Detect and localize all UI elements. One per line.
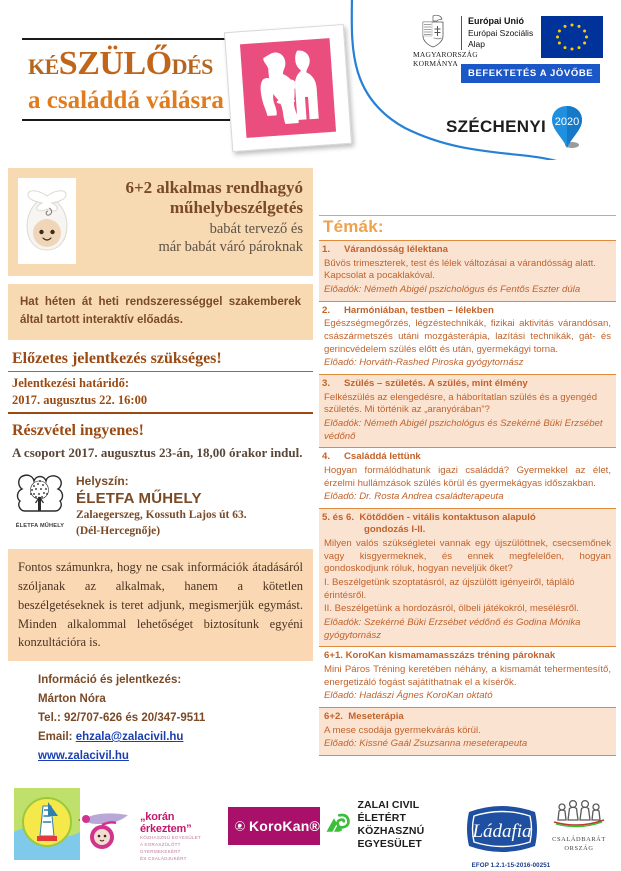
deadline-value: 2017. augusztus 22. 16:00 xyxy=(12,392,148,407)
deadline-label: Jelentkezési határidő: xyxy=(12,375,129,390)
note-paragraph: Fontos számunkra, hogy ne csak információk átadásáról szóljanak az alkalmak, hanem a kötetlen beszélgetéseknek is teret adjunk, megismerjük egymást. Minden alkalommal lehetőséget biztosítunk egyéni konzultációra is. xyxy=(8,549,313,661)
topic-body-1: Bűvös trimeszterek, test és lélek változásai a várandósság alatt. Kapcsolat a pocaklakóval. xyxy=(324,257,596,282)
ehzala-logo xyxy=(14,788,80,860)
topic-title-5 xyxy=(322,511,611,525)
topic-title-2: 2. Harmóniában, testben – lélekben xyxy=(322,304,494,316)
venue-address: Zalaegerszeg, Kossuth Lajos út 63. xyxy=(76,509,247,522)
topic-name-6: KoroKan kismamamasszázs tréning pároknak xyxy=(345,650,556,662)
topic-item-1 xyxy=(319,240,616,301)
topic-item-5 xyxy=(319,508,616,647)
eu-logo-row xyxy=(461,16,603,58)
topic-presenter-3: Előadók: Németh Abigél pszichológus és Szekérné Büki Erzsébet védőnő xyxy=(324,417,603,442)
topic-number-6: 6+1. xyxy=(324,650,343,662)
topic-number-7: 6+2. xyxy=(324,711,343,722)
intro-paragraph: Hat héten át heti rendszerességgel szakemberek által tartott interaktív előadás. xyxy=(8,284,313,340)
topic-body-5: Milyen valós szükségletei vannak egy újszülöttnek, csecsemőnek vagy kisgyermeknek, és ennek megfelelően, hogyan gondoskodjunk róluk, hogyan neveljük őket? xyxy=(324,538,611,575)
topic-title-3: 3. Szülés – születés. A szülés, mint élmény xyxy=(322,377,528,389)
topic-name-2: Harmóniában, testben – lélekben xyxy=(344,304,494,316)
topic-item-3 xyxy=(319,374,616,447)
stork-baby-icon xyxy=(78,806,138,850)
eu-fund-text xyxy=(461,16,533,50)
topic-presenter-6: Előadó: Hadászi Ágnes KoroKan oktató xyxy=(324,690,493,702)
family-figures-icon xyxy=(548,798,610,828)
project-code: EFOP 1.2.1-15-2016-00251 xyxy=(471,862,551,869)
eu-logo-group xyxy=(461,16,603,83)
eu-line1: Európai Unió xyxy=(468,16,524,26)
eu-flag-icon xyxy=(541,16,603,58)
topic-body-5b: I. Beszélgetünk szoptatásról, az újszülött igényeiről, tápláló érintésről. xyxy=(324,577,575,601)
topic-presenter-1: Előadók: Németh Abigél pszichológus és Fentős Eszter dúla xyxy=(324,283,581,295)
csaladbarat-line2: ORSZÁG xyxy=(564,845,594,853)
topic-subtitle-5: gondozás I-II. xyxy=(364,524,426,536)
topic-presenter-7: Előadó: Kissné Gaál Zsuzsanna meseterapeuta xyxy=(324,738,528,750)
venue-name: ÉLETFA MŰHELY xyxy=(76,489,202,507)
venue-label: Helyszín: xyxy=(76,473,129,488)
swaddled-baby-image xyxy=(18,178,76,264)
topic-name-1: Várandósság lélektana xyxy=(344,244,448,255)
headline-line3: babát tervező és xyxy=(209,221,303,238)
contact-email-link[interactable]: ehzala@zalacivil.hu xyxy=(75,730,184,743)
pregnancy-photo xyxy=(234,34,343,143)
topic-body-4: Hogyan formálódhatunk igazi családdá? Gyermekkel az élet, érzelmi hullámzások szülés körül és gyermekágyas időszakban. xyxy=(324,464,611,489)
headline-line1: 6+2 alkalmas rendhagyó xyxy=(125,178,303,197)
szechenyi-2020-logo xyxy=(446,104,586,150)
koran-erkeztem-logo xyxy=(78,804,213,861)
topic-body-3: Felkészülés az elengedésre, a háborítatlan szülés és a gyengéd születés. Mi történik az „aranyórában”? xyxy=(324,391,598,416)
zalai-civil-logo xyxy=(325,798,458,851)
headline-line4: már babát váró pároknak xyxy=(158,239,303,256)
koran-erkeztem-name: „korán érkeztem” xyxy=(140,811,192,835)
topic-body-2: Egészségmegőrzés, légzéstechnikák, fizikai aktivitás várandósan, császármetszés utáni mozgásterápia, lazítási technikák, gát- és gerincvédelem szülés előtt és után, gyermekágyi torna. xyxy=(324,318,611,355)
contact-heading: Információ és jelentkezés: xyxy=(38,674,182,687)
title-emphasis: SZÜLŐ xyxy=(58,45,172,82)
title-rule-bottom xyxy=(22,119,260,121)
szechenyi-word: SZÉCHENYI xyxy=(446,117,546,136)
topic-title-6 xyxy=(324,650,611,663)
venue-district: (Dél-Hercegnője) xyxy=(76,524,161,537)
csaladbarat-line1: CSALÁDBARÁT xyxy=(552,836,606,843)
gov-caption xyxy=(413,50,478,69)
ladafia-emblem-icon xyxy=(463,798,541,860)
venue-text xyxy=(76,473,313,540)
topic-name-4: Családdá lettünk xyxy=(344,451,421,463)
korokan-wordmark: KoroKan® xyxy=(248,818,320,834)
topic-presenter-5: Előadók: Szekérné Büki Erzsébet védőnő és Godina Mónika gyógytornász xyxy=(324,617,581,641)
topic-title-7 xyxy=(324,711,611,724)
contact-name: Márton Nóra xyxy=(38,693,106,705)
lighthouse-logo-icon xyxy=(14,788,80,860)
topic-number-5: 5. és 6. xyxy=(322,511,355,523)
headline-text xyxy=(86,178,303,256)
investment-slogan-badge: BEFEKTETÉS A JÖVŐBE xyxy=(461,64,600,83)
topic-name-5: Kötődően - vitális kontaktuson alapuló xyxy=(359,511,536,523)
svg-text:Ládafia: Ládafia xyxy=(472,821,532,842)
topic-body-6: Mini Páros Tréning keretében néhány, a kismamát tehermentesítő, energetizáló fogást sajátíthatnak el a kísérők. xyxy=(324,664,611,688)
gov-caption-line1: MAGYARORSZÁG xyxy=(413,50,478,59)
korokan-emblem-icon xyxy=(235,814,245,838)
registration-required-heading: Előzetes jelentkezés szükséges! xyxy=(12,349,222,367)
ladafia-logo xyxy=(463,798,541,860)
eletfa-muhely-logo xyxy=(12,473,68,529)
szechenyi-pin-icon xyxy=(548,104,586,150)
csaladbarat-caption xyxy=(548,835,610,854)
korokan-logo xyxy=(228,807,320,845)
topic-title-4: 4. Családdá lettünk xyxy=(322,451,421,463)
koran-erkeztem-sub2: A KORASZÜLÖTT GYERMEKEKÉRT xyxy=(140,841,181,854)
topics-bottom-rule xyxy=(319,755,616,756)
deadline-box xyxy=(8,371,313,415)
zalai-civil-emblem-icon xyxy=(325,808,350,842)
poster-body xyxy=(0,160,621,775)
topics-column xyxy=(319,215,616,756)
contact-phone: Tel.: 92/707-626 és 20/347-9511 xyxy=(38,711,206,724)
start-info: A csoport 2017. augusztus 23-án, 18,00 órakor indul. xyxy=(12,445,303,461)
koran-erkeztem-sub3: ÉS CSALÁDJUKÉRT xyxy=(140,855,187,861)
tree-of-life-icon xyxy=(14,473,66,517)
footer-logo-bar xyxy=(0,778,621,871)
baby-bundle-icon xyxy=(18,178,76,264)
topic-name-7: Meseterápia xyxy=(348,711,404,722)
headline-line2: műhelybeszélgetés xyxy=(169,198,303,218)
eu-funding-block xyxy=(413,14,603,83)
topic-body-7: A mese csodája gyermekvárás körül. xyxy=(324,724,481,736)
eu-line3: Alap xyxy=(468,38,486,49)
contact-email-row xyxy=(38,728,313,747)
poster-header xyxy=(0,0,621,160)
topic-item-7 xyxy=(319,707,616,755)
pregnancy-photo-tile xyxy=(224,24,352,152)
topic-name-3: Szülés – születés. A szülés, mint élmény xyxy=(344,377,528,389)
coat-of-arms-icon xyxy=(420,14,446,48)
koran-erkeztem-sub1: KÖZHASZNÚ EGYESÜLET xyxy=(140,835,201,840)
topic-presenter-2: Előadó: Horváth-Rashed Piroska gyógytornász xyxy=(324,357,524,369)
topic-presenter-4: Előadó: Dr. Rosta Andrea családterapeuta xyxy=(324,491,504,503)
topic-item-4 xyxy=(319,447,616,508)
free-participation-heading: Részvétel ingyenes! xyxy=(12,422,144,440)
title-prefix: KÉ xyxy=(28,54,59,79)
svg-text:2020: 2020 xyxy=(554,116,580,128)
zalai-civil-line2: KÖZHASZNÚ EGYESÜLET xyxy=(357,825,425,851)
topics-heading: Témák: xyxy=(319,215,616,240)
csaladbarat-orszag-logo xyxy=(548,798,610,856)
topic-item-2 xyxy=(319,301,616,374)
contact-block xyxy=(38,671,313,766)
topic-item-6 xyxy=(319,646,616,707)
title-suffix: DÉS xyxy=(171,54,213,79)
venue-block xyxy=(12,473,313,540)
contact-website-link[interactable]: www.zalacivil.hu xyxy=(38,749,129,762)
contact-email-label: Email: xyxy=(38,730,76,743)
pregnant-couple-icon xyxy=(234,34,343,143)
eu-line2: Európai Szociális xyxy=(468,27,534,38)
left-column xyxy=(8,168,313,766)
eletfa-logo-caption: ÉLETFA MŰHELY xyxy=(15,522,65,529)
zalai-civil-line1: ZALAI CIVIL ÉLETÉRT xyxy=(357,798,420,824)
gov-caption-line2: KORMÁNYA xyxy=(413,59,458,69)
topic-title-1: 1. Várandósság lélektana xyxy=(322,244,448,255)
headline-panel xyxy=(8,168,313,276)
topic-body-5c: II. Beszélgetünk a hordozásról, ölbeli játékokról, mesélésről. xyxy=(324,603,579,615)
page-subtitle: a családdá válásra xyxy=(28,86,224,114)
